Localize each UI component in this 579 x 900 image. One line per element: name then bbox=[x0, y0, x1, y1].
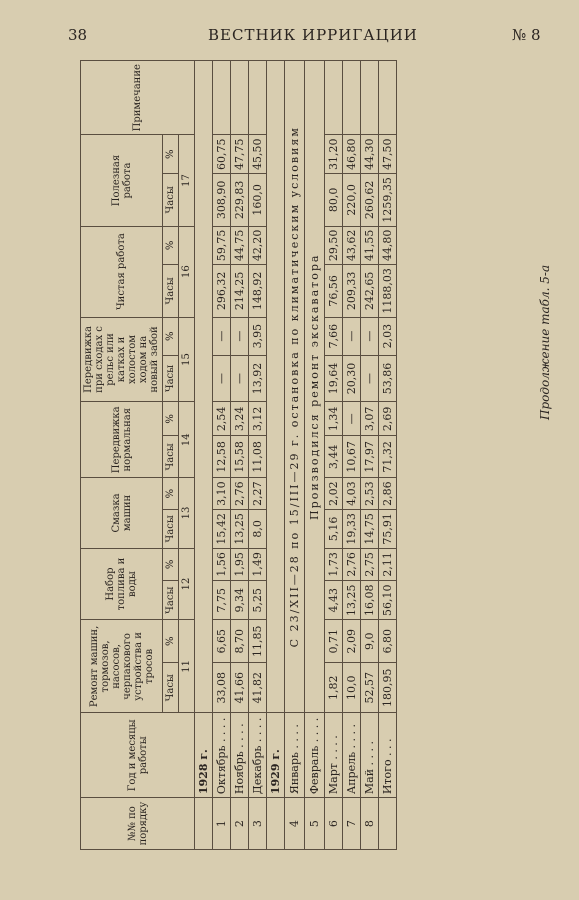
row-value: 45,50 bbox=[249, 135, 267, 174]
row-value: 2,76 bbox=[343, 548, 361, 580]
row-note-cell bbox=[325, 61, 343, 135]
row-month: Февраль . . . . bbox=[305, 713, 325, 798]
row-value: 10,67 bbox=[343, 436, 361, 478]
row-value: 1,82 bbox=[325, 663, 343, 713]
table-row bbox=[285, 61, 305, 850]
stoppage-note: С 23/XII—28 по 15/III—29 г. остановка по климатическим условиям bbox=[285, 61, 305, 713]
row-value: 41,55 bbox=[361, 226, 379, 265]
year-label: 1929 г. bbox=[267, 713, 285, 798]
row-month: Декабрь . . . . bbox=[249, 713, 267, 798]
table-row bbox=[305, 61, 325, 850]
row-value: 46,80 bbox=[343, 135, 361, 174]
row-value: 2,75 bbox=[361, 548, 379, 580]
row-index: 7 bbox=[343, 798, 361, 850]
row-month: Май . . . . bbox=[361, 713, 379, 798]
row-value: 3,10 bbox=[213, 478, 231, 510]
row-value: 1,95 bbox=[231, 548, 249, 580]
total-value: 53,86 bbox=[379, 355, 397, 402]
empty-cell bbox=[195, 798, 213, 850]
table-continuation-note: Продолжение табл. 5-а bbox=[538, 264, 552, 420]
issue-number: № 8 bbox=[512, 26, 541, 44]
row-value: 41,82 bbox=[249, 663, 267, 713]
group-header-1: Ремонт машин, тормозов, насосов, черпакового устройства и тросов bbox=[81, 620, 163, 713]
table-row bbox=[361, 61, 379, 850]
sub-hours: Часы bbox=[163, 174, 179, 227]
row-value: 19,33 bbox=[343, 509, 361, 548]
row-value: — bbox=[343, 402, 361, 436]
group-header-6: Чистая работа bbox=[81, 226, 163, 317]
sub-pct: % bbox=[163, 402, 179, 436]
row-value: 242,65 bbox=[361, 265, 379, 318]
row-value: 2,53 bbox=[361, 478, 379, 510]
sub-hours: Часы bbox=[163, 265, 179, 318]
row-value: 8,70 bbox=[231, 620, 249, 663]
row-note-cell bbox=[361, 61, 379, 135]
year-row bbox=[195, 61, 213, 850]
row-index: 5 bbox=[305, 798, 325, 850]
row-value: 31,20 bbox=[325, 135, 343, 174]
row-month: Март . . . . bbox=[325, 713, 343, 798]
table-row bbox=[213, 61, 231, 850]
row-value: 16,08 bbox=[361, 580, 379, 619]
row-value: 214,25 bbox=[231, 265, 249, 318]
table-row bbox=[343, 61, 361, 850]
total-value: 75,91 bbox=[379, 509, 397, 548]
year-label: 1928 г. bbox=[195, 713, 213, 798]
sub-hours: Часы bbox=[163, 509, 179, 548]
total-value: 2,11 bbox=[379, 548, 397, 580]
row-value: 13,25 bbox=[231, 509, 249, 548]
sub-pct: % bbox=[163, 478, 179, 510]
row-index: 6 bbox=[325, 798, 343, 850]
row-value: 15,58 bbox=[231, 436, 249, 478]
total-value: 6,80 bbox=[379, 620, 397, 663]
col-note-header: Примечание bbox=[81, 61, 195, 135]
row-value: 8,0 bbox=[249, 509, 267, 548]
rotated-table-wrapper bbox=[80, 60, 520, 850]
row-value: 9,0 bbox=[361, 620, 379, 663]
sub-pct: % bbox=[163, 226, 179, 265]
group-header-2: Набор топлива и воды bbox=[81, 548, 163, 620]
row-value: 2,09 bbox=[343, 620, 361, 663]
row-value: — bbox=[343, 317, 361, 355]
row-value: 2,76 bbox=[231, 478, 249, 510]
group-number-6: 16 bbox=[179, 226, 195, 317]
group-header-7: Полезная работа bbox=[81, 135, 163, 226]
row-value: 52,57 bbox=[361, 663, 379, 713]
total-value: 2,86 bbox=[379, 478, 397, 510]
row-value: 13,25 bbox=[343, 580, 361, 619]
row-value: 1,73 bbox=[325, 548, 343, 580]
row-value: 308,90 bbox=[213, 174, 231, 227]
table-row bbox=[249, 61, 267, 850]
row-value: 14,75 bbox=[361, 509, 379, 548]
group-number-4: 14 bbox=[179, 402, 195, 478]
sub-hours: Часы bbox=[163, 663, 179, 713]
row-value: 1,49 bbox=[249, 548, 267, 580]
row-value: 17,97 bbox=[361, 436, 379, 478]
row-value: 20,30 bbox=[343, 355, 361, 402]
row-value: 3,24 bbox=[231, 402, 249, 436]
row-value: 160,0 bbox=[249, 174, 267, 227]
row-value: 9,34 bbox=[231, 580, 249, 619]
total-value: 2,69 bbox=[379, 402, 397, 436]
col-period-header: Год и месяцы работы bbox=[81, 713, 195, 798]
row-note-cell bbox=[249, 61, 267, 135]
row-value: 1,34 bbox=[325, 402, 343, 436]
empty-cell bbox=[195, 61, 213, 713]
row-value: 3,44 bbox=[325, 436, 343, 478]
row-value: — bbox=[231, 317, 249, 355]
sub-pct: % bbox=[163, 548, 179, 580]
row-value: 15,42 bbox=[213, 509, 231, 548]
row-value: 3,95 bbox=[249, 317, 267, 355]
row-value: 47,75 bbox=[231, 135, 249, 174]
row-value: 4,43 bbox=[325, 580, 343, 619]
table-body bbox=[195, 61, 397, 850]
row-index: 1 bbox=[213, 798, 231, 850]
row-value: 33,08 bbox=[213, 663, 231, 713]
row-value: — bbox=[361, 355, 379, 402]
row-value: 3,12 bbox=[249, 402, 267, 436]
row-note-cell bbox=[379, 61, 397, 135]
row-value: 5,25 bbox=[249, 580, 267, 619]
row-value: 42,20 bbox=[249, 226, 267, 265]
total-row bbox=[379, 61, 397, 850]
row-value: — bbox=[231, 355, 249, 402]
row-value: 1,56 bbox=[213, 548, 231, 580]
row-value: 148,92 bbox=[249, 265, 267, 318]
row-value: 7,75 bbox=[213, 580, 231, 619]
row-index: 4 bbox=[285, 798, 305, 850]
total-value: 71,32 bbox=[379, 436, 397, 478]
row-value: 209,33 bbox=[343, 265, 361, 318]
row-value: 29,50 bbox=[325, 226, 343, 265]
row-value: — bbox=[213, 355, 231, 402]
row-value: 10,0 bbox=[343, 663, 361, 713]
header-row-groups bbox=[81, 61, 163, 850]
sub-hours: Часы bbox=[163, 355, 179, 402]
row-month: Январь . . . . bbox=[285, 713, 305, 798]
row-index: 3 bbox=[249, 798, 267, 850]
repair-note: Производился ремонт экскаватора bbox=[305, 61, 325, 713]
row-value: 5,16 bbox=[325, 509, 343, 548]
row-value: 7,66 bbox=[325, 317, 343, 355]
page-header bbox=[0, 0, 579, 60]
sub-pct: % bbox=[163, 317, 179, 355]
empty-cell bbox=[267, 61, 285, 713]
row-value: 80,0 bbox=[325, 174, 343, 227]
row-value: 229,83 bbox=[231, 174, 249, 227]
page-number: 38 bbox=[68, 26, 88, 44]
row-value: 2,54 bbox=[213, 402, 231, 436]
sub-pct: % bbox=[163, 620, 179, 663]
row-month: Ноябрь . . . . bbox=[231, 713, 249, 798]
sub-pct: % bbox=[163, 135, 179, 174]
empty-cell bbox=[267, 798, 285, 850]
total-value: 44,80 bbox=[379, 226, 397, 265]
row-value: 19,64 bbox=[325, 355, 343, 402]
row-note-cell bbox=[343, 61, 361, 135]
year-row bbox=[267, 61, 285, 850]
row-value: 59,75 bbox=[213, 226, 231, 265]
row-month: Октябрь . . . . bbox=[213, 713, 231, 798]
row-value: — bbox=[213, 317, 231, 355]
row-value: 2,02 bbox=[325, 478, 343, 510]
total-value: 56,10 bbox=[379, 580, 397, 619]
row-note-cell bbox=[231, 61, 249, 135]
group-number-1: 11 bbox=[179, 620, 195, 713]
row-value: 43,62 bbox=[343, 226, 361, 265]
sub-hours: Часы bbox=[163, 436, 179, 478]
row-value: 260,62 bbox=[361, 174, 379, 227]
row-value: 0,71 bbox=[325, 620, 343, 663]
group-number-2: 12 bbox=[179, 548, 195, 620]
row-value: 60,75 bbox=[213, 135, 231, 174]
row-value: 2,27 bbox=[249, 478, 267, 510]
row-value: 76,56 bbox=[325, 265, 343, 318]
total-value: 1188,03 bbox=[379, 265, 397, 318]
table-row bbox=[325, 61, 343, 850]
data-table bbox=[80, 60, 397, 850]
journal-title: ВЕСТНИК ИРРИГАЦИИ bbox=[208, 26, 418, 44]
total-value: 180,95 bbox=[379, 663, 397, 713]
row-value: 3,07 bbox=[361, 402, 379, 436]
total-value: 2,03 bbox=[379, 317, 397, 355]
row-value: — bbox=[361, 317, 379, 355]
row-note-cell bbox=[213, 61, 231, 135]
row-value: 13,92 bbox=[249, 355, 267, 402]
group-number-7: 17 bbox=[179, 135, 195, 226]
row-value: 220,0 bbox=[343, 174, 361, 227]
table-row bbox=[231, 61, 249, 850]
row-value: 44,75 bbox=[231, 226, 249, 265]
row-value: 41,66 bbox=[231, 663, 249, 713]
row-value: 12,58 bbox=[213, 436, 231, 478]
group-header-5: Передвижка при сходах с рельс или катках и холостом ходом на новый забой bbox=[81, 317, 163, 402]
row-value: 6,65 bbox=[213, 620, 231, 663]
group-number-5: 15 bbox=[179, 317, 195, 402]
row-month: Апрель . . . . bbox=[343, 713, 361, 798]
group-number-3: 13 bbox=[179, 478, 195, 548]
row-index: 2 bbox=[231, 798, 249, 850]
col-index-header: №№ по порядку bbox=[81, 798, 195, 850]
total-value: 47,50 bbox=[379, 135, 397, 174]
row-value: 4,03 bbox=[343, 478, 361, 510]
total-value: 1259,35 bbox=[379, 174, 397, 227]
row-value: 11,08 bbox=[249, 436, 267, 478]
group-header-4: Передвижка нормальная bbox=[81, 402, 163, 478]
row-index: 8 bbox=[361, 798, 379, 850]
sub-hours: Часы bbox=[163, 580, 179, 619]
row-value: 11,85 bbox=[249, 620, 267, 663]
row-value: 296,32 bbox=[213, 265, 231, 318]
group-header-3: Смазка машин bbox=[81, 478, 163, 548]
total-label: Итого . . . bbox=[379, 713, 397, 798]
empty-cell bbox=[379, 798, 397, 850]
row-value: 44,30 bbox=[361, 135, 379, 174]
